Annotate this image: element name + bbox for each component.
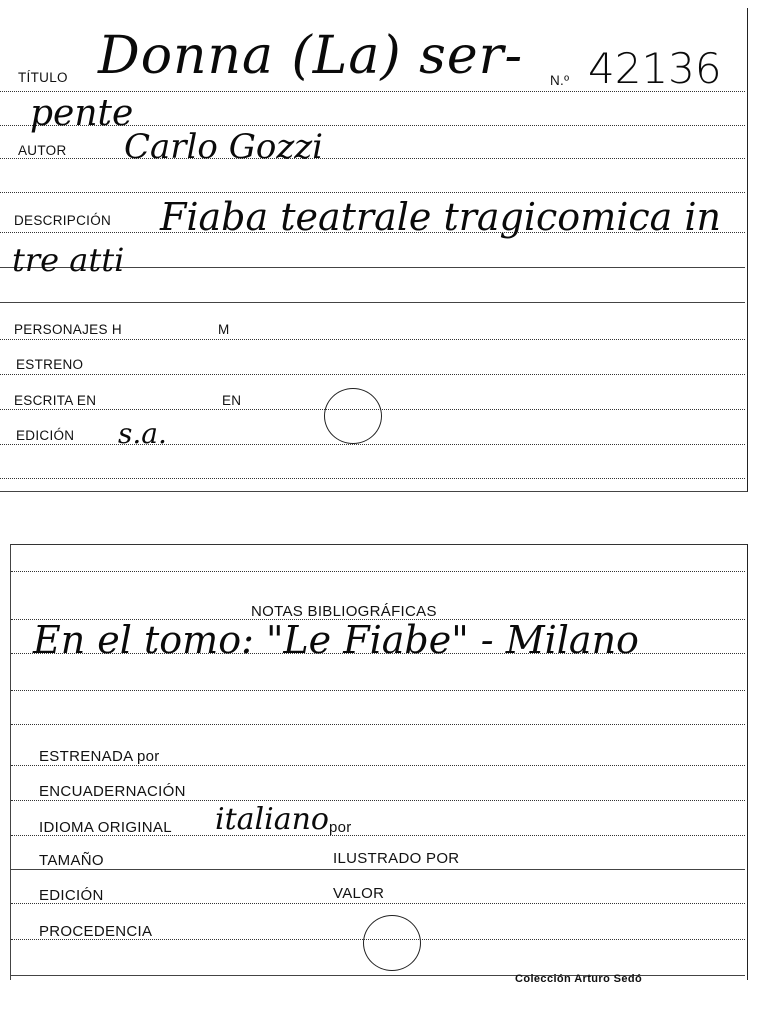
label-numero: N.º xyxy=(550,73,570,88)
rule-line xyxy=(11,690,745,691)
rule-line xyxy=(11,571,745,572)
label-estreno: ESTRENO xyxy=(16,357,84,372)
handwritten-description-line2: tre atti xyxy=(12,241,125,279)
label-encuadernacion: ENCUADERNACIÓN xyxy=(39,783,186,800)
handwritten-author: Carlo Gozzi xyxy=(124,127,324,167)
label-personajes-m: M xyxy=(218,322,230,337)
rule-line xyxy=(0,478,745,479)
rule-line xyxy=(11,903,745,904)
handwritten-description-line1: Fiaba teatrale tragicomica in xyxy=(160,195,722,239)
label-notas-bibliograficas: NOTAS BIBLIOGRÁFICAS xyxy=(251,603,437,620)
rule-line xyxy=(11,869,745,870)
rule-line xyxy=(0,158,745,159)
handwritten-notes: En el tomo: "Le Fiabe" - Milano xyxy=(33,618,639,662)
label-edicion: EDICIÓN xyxy=(39,887,104,904)
handwritten-number: 42136 xyxy=(588,44,722,93)
label-ilustrado-por: ILUSTRADO POR xyxy=(333,850,460,867)
label-escrita-en-2: EN xyxy=(222,393,242,408)
rule-line xyxy=(0,339,745,340)
label-titulo: TÍTULO xyxy=(18,70,68,85)
rule-line xyxy=(0,374,745,375)
label-escrita-en: ESCRITA EN xyxy=(14,393,97,408)
handwritten-title-line1: Donna (La) ser- xyxy=(98,26,524,86)
label-tamano: TAMAÑO xyxy=(39,852,104,869)
label-autor: AUTOR xyxy=(18,143,67,158)
handwritten-language: italiano xyxy=(215,802,329,837)
label-descripcion: DESCRIPCIÓN xyxy=(14,213,112,228)
label-personajes: PERSONAJES H xyxy=(14,322,122,337)
rule-line xyxy=(11,724,745,725)
punch-hole-icon xyxy=(363,915,421,971)
rule-line xyxy=(11,765,745,766)
label-valor: VALOR xyxy=(333,885,385,902)
punch-hole-icon xyxy=(324,388,382,444)
rule-line xyxy=(0,192,745,193)
label-idioma-original: IDIOMA ORIGINAL xyxy=(39,819,172,836)
label-idioma-por: por xyxy=(329,819,352,836)
label-procedencia: PROCEDENCIA xyxy=(39,923,153,940)
collection-credit: Colección Arturo Sedó xyxy=(515,973,643,985)
catalog-card-top xyxy=(0,8,748,492)
handwritten-title-line2: pente xyxy=(30,93,134,134)
label-edicion: EDICIÓN xyxy=(16,428,75,443)
catalog-card-bottom xyxy=(10,544,748,985)
label-estrenada-por: ESTRENADA por xyxy=(39,748,160,765)
handwritten-edition: s.a. xyxy=(118,417,167,450)
rule-line xyxy=(11,800,745,801)
rule-line xyxy=(0,444,745,445)
rule-line xyxy=(0,302,745,303)
